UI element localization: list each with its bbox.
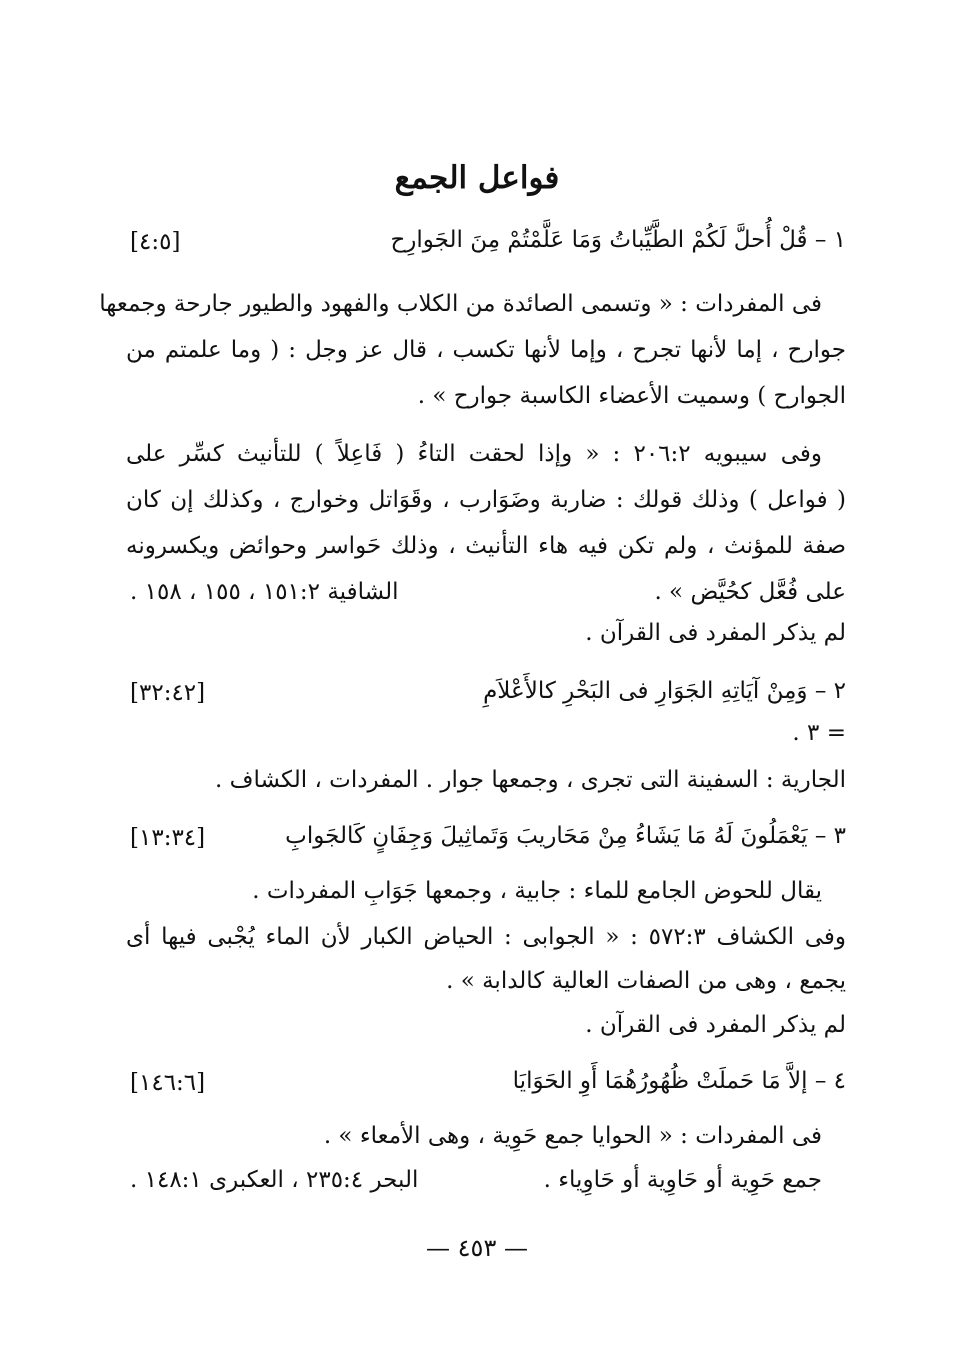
commentary-line: الجوارح ) وسميت الأعضاء الكاسبة جوارح » .	[417, 383, 846, 409]
commentary-line: وفى سيبويه ٢٠٦:٢ : « وإذا لحقت التاءُ ( فَاعِلاً ) للتأنيث كسِّر على	[126, 441, 822, 467]
verse-3-reference: [١٣:٣٤]	[130, 825, 206, 851]
verse-2: ٢ – وَمِنْ آيَاتِهِ الجَوَارِ فى البَحْرِ كالأَعْلاَمِ	[483, 678, 846, 704]
commentary-line: يقال للحوض الجامع للماء : جابية ، وجمعها جَوَابِ المفردات .	[252, 878, 822, 904]
page-title: فواعل الجمع	[394, 160, 560, 196]
verse-4-reference: [١٤٦:٦]	[130, 1070, 206, 1096]
source-reference: البحر ٢٣٥:٤ ، العكبرى ١٤٨:١ .	[130, 1167, 419, 1193]
verse-2-reference: [٣٢:٤٢]	[130, 680, 206, 706]
verse-4: ٤ – إلاَّ مَا حَملَتْ ظُهُورُهُمَا أَوِ الحَوَايَا	[512, 1068, 846, 1094]
page-number: — ٤٥٣ —	[426, 1234, 528, 1262]
commentary-line: وفى الكشاف ٥٧٢:٣ : « الجوابى : الحياض الكبار لأن الماء يُجْبى فيها أى	[126, 924, 846, 950]
verse-3: ٣ – يَعْمَلُونَ لَهُ مَا يَشَاءُ مِنْ مَحَاريبَ وَتَماثِيلَ وَجِفَانٍ كَالجَوابِ	[285, 823, 846, 849]
commentary-line: لم يذكر المفرد فى القرآن .	[585, 1012, 846, 1038]
commentary-line: الجارية : السفينة التى تجرى ، وجمعها جوار . المفردات ، الكشاف .	[215, 767, 846, 793]
source-reference: الشافية ١٥١:٢ ، ١٥٥ ، ١٥٨ .	[130, 579, 399, 605]
commentary-line: يجمع ، وهى من الصفات العالية كالدابة » .	[446, 968, 846, 994]
commentary-line: على فُعَّل كحُيَّض » .	[654, 579, 846, 605]
commentary-line: فى المفردات : « وتسمى الصائدة من الكلاب والفهود والطيور جارحة وجمعها	[99, 291, 822, 317]
commentary-line: جوارح ، إما لأنها تجرح ، وإما لأنها تكسب ، قال عز وجل : ( وما علمتم من	[126, 337, 846, 363]
commentary-line: لم يذكر المفرد فى القرآن .	[585, 620, 846, 646]
verse-1-reference: [٤:٥]	[130, 229, 181, 255]
commentary-line: فى المفردات : « الحوايا جمع حَوِية ، وهى الأمعاء » .	[323, 1123, 822, 1149]
verse-1: ١ – قُلْ أُحلَّ لَكُمْ الطَّيِّباتُ وَمَا عَلَّمْتُمْ مِنَ الجَوارِح	[390, 227, 846, 253]
commentary-line: صفة للمؤنث ، ولم تكن فيه هاء التأنيث ، وذلك حَواسر وحوائض ويكسرونه	[126, 533, 846, 559]
verse-2-continuation: = ٣ .	[792, 720, 846, 746]
commentary-line: ( فواعل ) وذلك قولك : ضاربة وضَوَارب ، وقَوَاتل وخوارج ، وكذلك إن كان	[126, 487, 846, 513]
commentary-line: جمع حَوِية أو حَاوِية أو حَاوِياء .	[543, 1167, 822, 1193]
